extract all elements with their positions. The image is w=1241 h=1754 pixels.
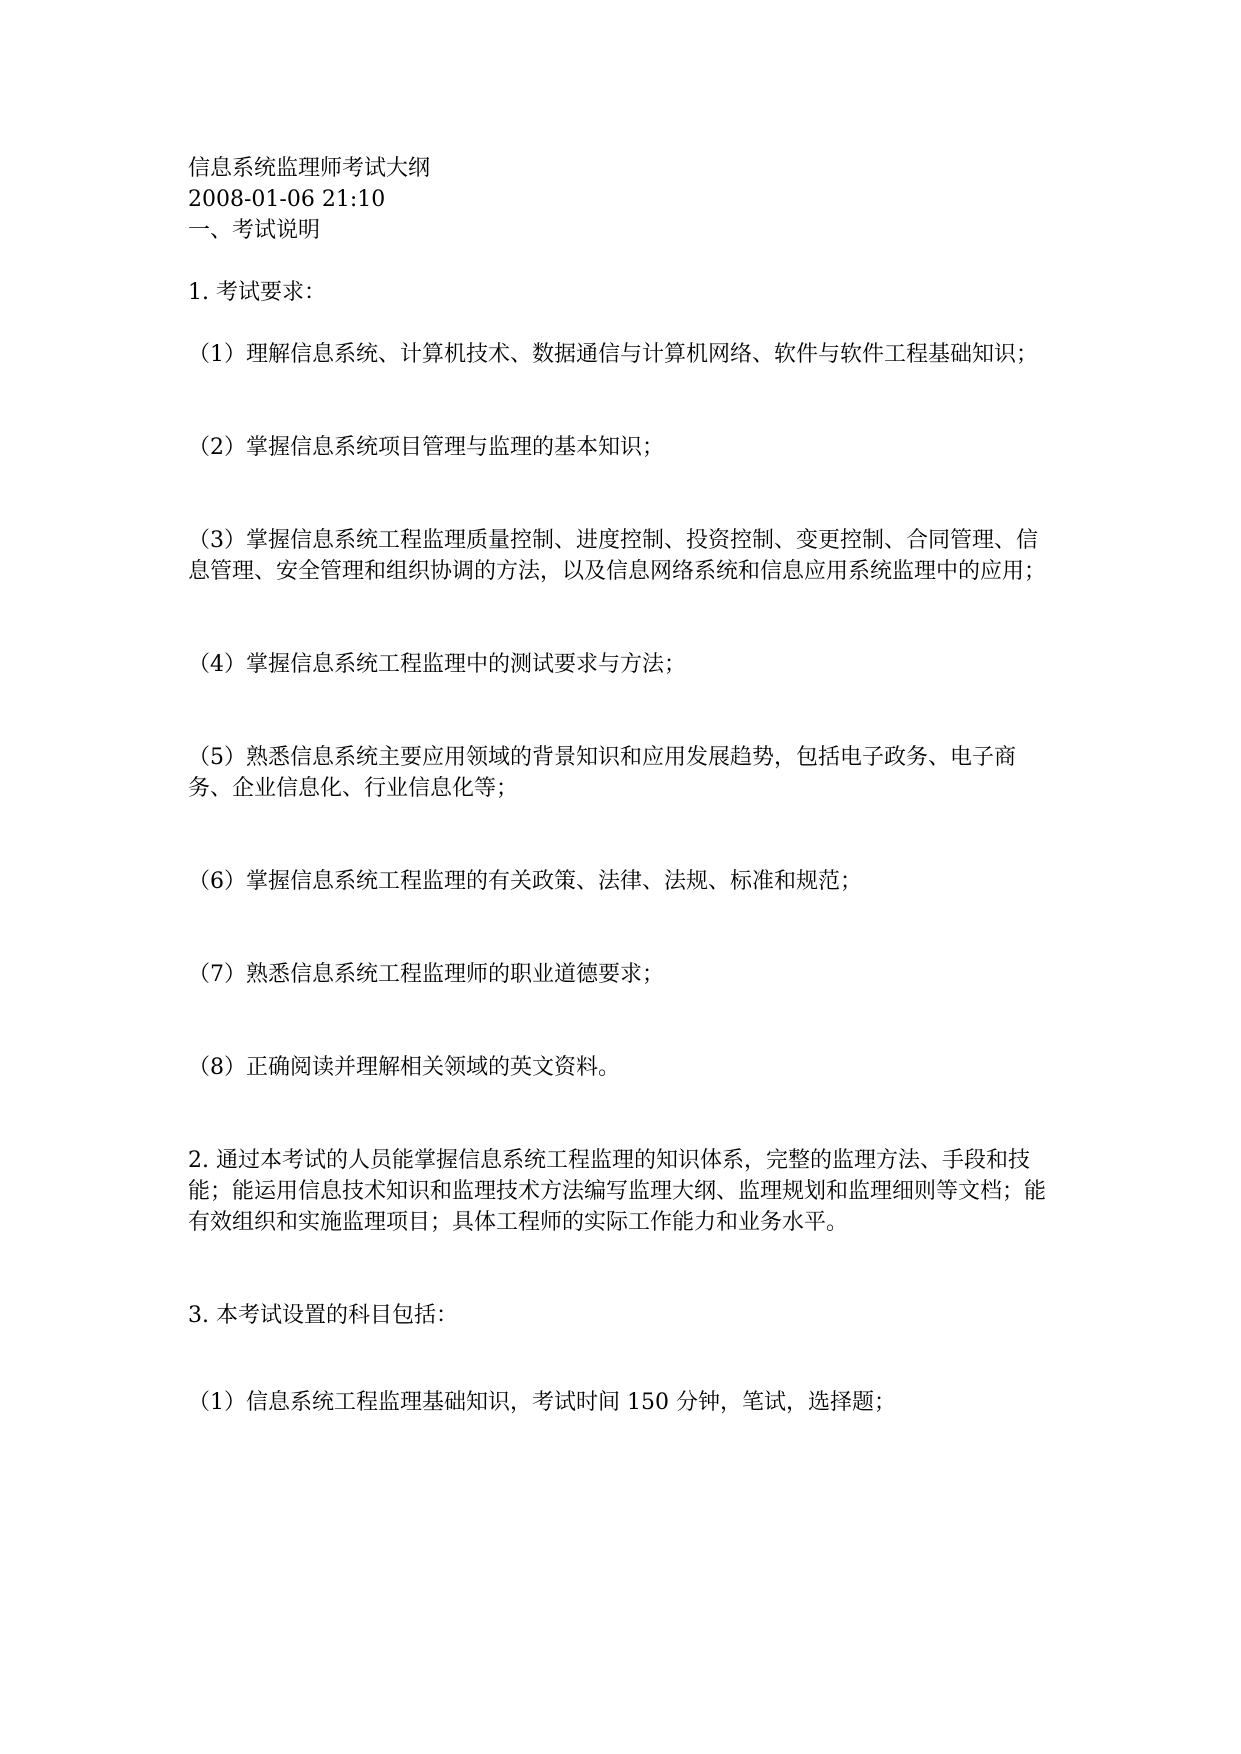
requirement-4: （4）掌握信息系统工程监理中的测试要求与方法； bbox=[188, 652, 686, 677]
spacer bbox=[188, 587, 1050, 649]
requirement-6: （6）掌握信息系统工程监理的有关政策、法律、法规、标准和规范； bbox=[188, 869, 862, 894]
document-body bbox=[188, 153, 1050, 1418]
requirement-5: （5）熟悉信息系统主要应用领域的背景知识和应用发展趋势，包括电子政务、电子商务、企业信息化、行业信息化等； bbox=[188, 745, 1016, 801]
spacer bbox=[188, 1331, 1050, 1387]
requirement-7: （7）熟悉信息系统工程监理师的职业道德要求； bbox=[188, 962, 664, 987]
spacer bbox=[188, 1238, 1050, 1300]
requirement-3: （3）掌握信息系统工程监理质量控制、进度控制、投资控制、变更控制、合同管理、信息管理、安全管理和组织协调的方法，以及信息网络系统和信息应用系统监理中的应用； bbox=[188, 528, 1047, 584]
section-heading: 一、考试说明 bbox=[188, 218, 321, 243]
spacer bbox=[188, 990, 1050, 1052]
spacer bbox=[188, 1083, 1050, 1145]
item2-paragraph: 2. 通过本考试的人员能掌握信息系统工程监理的知识体系，完整的监理方法、手段和技能；能运用信息技术知识和监理技术方法编写监理大纲、监理规划和监理细则等文档；能有效组织和实施监理项目；具体工程师的实际工作能力和业务水平。 bbox=[188, 1148, 1047, 1235]
spacer bbox=[188, 308, 1050, 339]
spacer bbox=[188, 897, 1050, 959]
document-title: 信息系统监理师考试大纲 bbox=[188, 156, 431, 181]
spacer bbox=[188, 804, 1050, 866]
spacer bbox=[188, 463, 1050, 525]
subject-1: （1）信息系统工程监理基础知识，考试时间 150 分钟，笔试，选择题； bbox=[188, 1390, 896, 1415]
requirement-2: （2）掌握信息系统项目管理与监理的基本知识； bbox=[188, 435, 664, 460]
item1-heading: 1. 考试要求： bbox=[188, 280, 326, 305]
document-datetime: 2008-01-06 21:10 bbox=[188, 187, 386, 212]
requirement-8: （8）正确阅读并理解相关领域的英文资料。 bbox=[188, 1055, 620, 1080]
spacer bbox=[188, 680, 1050, 742]
requirement-1: （1）理解信息系统、计算机技术、数据通信与计算机网络、软件与软件工程基础知识； bbox=[188, 342, 1038, 367]
spacer bbox=[188, 370, 1050, 432]
item3-heading: 3. 本考试设置的科目包括： bbox=[188, 1303, 458, 1328]
spacer bbox=[188, 246, 1050, 277]
